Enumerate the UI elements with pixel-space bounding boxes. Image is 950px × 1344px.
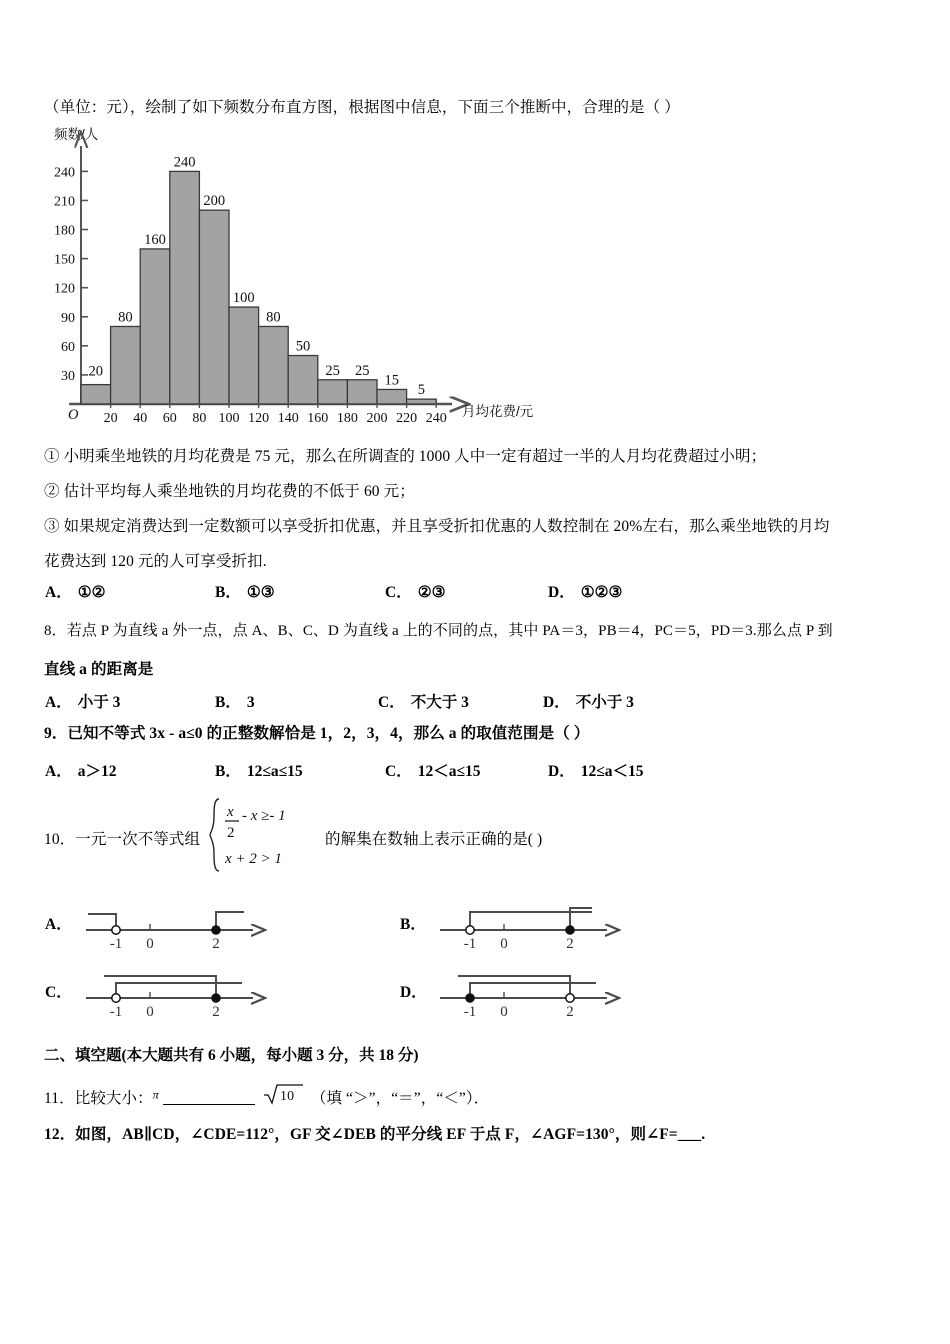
number-line-tick-label: 0 — [500, 1004, 508, 1020]
q10-option-b-numberline[interactable] — [432, 888, 622, 950]
q9-option-b-text: 12≤a≤15 — [246, 763, 303, 780]
bar-value-label: 20 — [88, 363, 104, 380]
bar-value-label: 240 — [173, 154, 196, 171]
q9-option-b-key: B． — [215, 763, 241, 780]
x-tick-label: 160 — [307, 411, 329, 426]
q10-option-c-key-label — [45, 980, 72, 1002]
x-tick-label: 20 — [103, 411, 118, 426]
left-endpoint-marker — [112, 926, 120, 934]
x-tick-label: 220 — [396, 411, 418, 426]
q10-option-d-numberline[interactable] — [432, 956, 622, 1018]
q9-option-c[interactable] — [385, 759, 480, 781]
solution-shading — [470, 908, 592, 928]
svg-text:10: 10 — [279, 1089, 295, 1104]
inequality-system-svg — [208, 797, 320, 873]
inequality-2: x + 2 > 1 — [225, 851, 282, 867]
q11-answer-blank[interactable] — [163, 1089, 255, 1105]
q9-option-d[interactable] — [548, 759, 643, 781]
q10-option-c-key: C． — [45, 984, 72, 1001]
number-line-tick-label: 0 — [146, 1004, 154, 1020]
q7-option-d-text: ①②③ — [580, 584, 623, 601]
q9-option-d-text: 12≤a＜15 — [580, 763, 644, 780]
q10-suffix: 的解集在数轴上表示正确的是( ) — [325, 831, 543, 848]
x-tick-label: 200 — [366, 411, 388, 426]
q9-option-a-key: A． — [45, 763, 72, 780]
number-line-tick-label: 0 — [146, 936, 154, 952]
right-endpoint-marker — [212, 994, 220, 1002]
x-tick-label: 140 — [277, 411, 299, 426]
fraction-denominator: 2 — [227, 825, 235, 841]
y-tick-label: 120 — [54, 281, 75, 297]
q7-option-c-key: C． — [385, 584, 412, 601]
q11-prefix: 11．比较大小： — [44, 1089, 153, 1107]
x-tick-label: 240 — [425, 411, 447, 426]
y-axis-label: 频数/人 — [54, 127, 99, 142]
number-line-tick-label: -1 — [109, 1004, 123, 1020]
q8-option-c-text: 不大于 3 — [410, 694, 469, 711]
y-tick-label: 60 — [61, 339, 75, 355]
number-line-tick-label: 2 — [566, 936, 574, 952]
q7-option-b[interactable] — [215, 580, 275, 602]
histogram-bar — [407, 399, 437, 404]
x-tick-label: 180 — [336, 411, 358, 426]
y-tick-label: 180 — [54, 223, 75, 239]
bar-value-label: 50 — [295, 338, 311, 355]
y-tick-label: 90 — [61, 310, 75, 326]
solution-shading — [458, 976, 596, 996]
q10-prefix: 10．一元一次不等式组 — [44, 831, 201, 848]
histogram-bar — [377, 389, 407, 404]
nl-d-svg — [432, 956, 622, 1018]
nl-a-svg — [78, 888, 268, 950]
nl-b-svg — [432, 888, 622, 950]
q10-option-a-key-label — [45, 912, 72, 934]
q7-option-b-key: B． — [215, 584, 241, 601]
number-line-tick-label: 2 — [212, 936, 220, 952]
origin-label: O — [68, 407, 79, 423]
q12-row: 12．如图，AB∥CD，∠CDE=112°，GF 交∠DEB 的平分线 EF 于点 F，∠AGF=130°，则∠F=___. — [44, 1126, 706, 1143]
q8-option-c-key: C． — [378, 694, 405, 711]
right-endpoint-marker — [566, 994, 574, 1002]
x-axis-ticks — [104, 404, 447, 426]
intro-line: （单位：元），绘制了如下频数分布直方图，根据图中信息，下面三个推断中，合理的是（ ） — [44, 99, 680, 116]
q7-option-a-key: A． — [45, 584, 72, 601]
q7-option-c-text: ②③ — [417, 584, 446, 601]
q8-option-d[interactable] — [543, 690, 634, 712]
bar-value-label: 80 — [118, 309, 133, 326]
bar-value-label: 5 — [417, 382, 426, 399]
histogram-bar — [81, 385, 111, 404]
solution-shading — [88, 912, 244, 928]
histogram-bars — [81, 171, 436, 404]
statement-2: ② 估计平均每人乘坐地铁的月均花费的不低于 60 元； — [44, 483, 415, 500]
q11-row — [44, 1083, 489, 1106]
number-line-tick-label: 0 — [500, 936, 508, 952]
x-tick-label: 60 — [162, 411, 177, 426]
bar-value-label: 80 — [266, 309, 281, 326]
q10-option-c-numberline[interactable] — [78, 956, 268, 1018]
x-tick-label: 120 — [248, 411, 270, 426]
y-axis-ticks — [54, 165, 88, 384]
frequency-histogram — [44, 126, 564, 426]
q10-option-b-key: B． — [400, 916, 426, 933]
q9-option-c-text: 12＜a≤15 — [417, 763, 481, 780]
bar-value-label: 160 — [144, 231, 166, 248]
q9-option-b[interactable] — [215, 759, 303, 781]
x-tick-label: 80 — [192, 411, 207, 426]
histogram-bar — [347, 380, 377, 404]
nl-c-svg — [78, 956, 268, 1018]
q10-option-d-key-label — [400, 980, 427, 1002]
x-axis-label: 月均花费/元 — [462, 404, 534, 419]
histogram-svg — [44, 126, 564, 426]
q9-line-1: 9．已知不等式 3x - a≤0 的正整数解恰是 1，2，3，4，那么 a 的取值范围是（ ） — [44, 725, 590, 742]
q7-option-a-text: ①② — [77, 584, 106, 601]
left-endpoint-marker — [466, 994, 474, 1002]
q8-option-b-key: B． — [215, 694, 241, 711]
histogram-bar — [288, 356, 318, 404]
number-line-tick-label: -1 — [463, 936, 477, 952]
q10-option-d-key: D． — [400, 984, 427, 1001]
q7-option-c[interactable] — [385, 580, 446, 602]
fraction-numerator: x — [227, 804, 234, 820]
q9-option-a[interactable] — [45, 759, 116, 781]
statement-1: ① 小明乘坐地铁的月均花费是 75 元，那么在所调查的 1000 人中一定有超过一半的人月均花费超过小明； — [44, 448, 767, 465]
histogram-bar — [199, 210, 229, 404]
statement-3-cont: 花费达到 120 元的人可享受折扣. — [44, 553, 267, 570]
q8-option-b[interactable] — [215, 690, 255, 712]
y-tick-label: 240 — [54, 165, 75, 181]
bar-value-label: 25 — [325, 362, 340, 379]
number-line-tick-label: 2 — [566, 1004, 574, 1020]
inequality-1-rest: - x ≥- 1 — [242, 808, 286, 824]
bar-value-label: 100 — [232, 290, 255, 307]
q8-line-1: 8．若点 P 为直线 a 外一点，点 A、B、C、D 为直线 a 上的不同的点，其中 PA＝3，PB＝4，PC＝5，PD＝3.那么点 P 到 — [44, 623, 833, 639]
histogram-bar — [318, 380, 348, 404]
y-tick-label: 210 — [54, 194, 75, 210]
q10-option-a-key: A． — [45, 916, 72, 933]
x-tick-label: 100 — [218, 411, 240, 426]
q8-option-a[interactable] — [45, 690, 120, 712]
right-endpoint-marker — [566, 926, 574, 934]
q7-option-a[interactable] — [45, 580, 106, 602]
bar-value-label: 25 — [354, 362, 370, 379]
q9-option-a-text: a＞12 — [77, 763, 117, 780]
q7-option-d-key: D． — [548, 584, 575, 601]
q11-suffix: （填 “＞”，“＝”，“＜”）． — [310, 1089, 490, 1107]
q9-option-c-key: C． — [385, 763, 412, 780]
y-tick-label: 150 — [54, 252, 75, 268]
statement-3: ③ 如果规定消费达到一定数额可以享受折扣优惠，并且享受折扣优惠的人数控制在 20%左右，那么乘坐地铁的月均 — [44, 518, 830, 535]
solution-shading — [104, 976, 242, 996]
bar-value-label: 15 — [384, 372, 400, 389]
q8-option-a-text: 小于 3 — [77, 694, 121, 711]
brace-icon — [210, 799, 219, 871]
q8-line-2: 直线 a 的距离是 — [44, 661, 154, 678]
left-endpoint-marker — [112, 994, 120, 1002]
q10-option-b-key-label — [400, 912, 426, 934]
q8-option-c[interactable] — [378, 690, 469, 712]
q8-option-a-key: A． — [45, 694, 72, 711]
histogram-bar — [229, 307, 259, 404]
bar-value-label: 200 — [203, 193, 226, 210]
q9-option-d-key: D． — [548, 763, 575, 780]
histogram-bar — [111, 326, 141, 404]
histogram-bar — [170, 171, 200, 404]
q7-option-d[interactable] — [548, 580, 622, 602]
q11-pi-symbol: π — [152, 1087, 159, 1102]
q10-inequality-system — [208, 797, 318, 871]
number-line-tick-label: -1 — [463, 1004, 477, 1020]
left-endpoint-marker — [466, 926, 474, 934]
q10-option-a-numberline[interactable] — [78, 888, 268, 950]
q8-option-d-key: D． — [543, 694, 570, 711]
section-2-heading: 二、填空题(本大题共有 6 小题，每小题 3 分，共 18 分) — [44, 1047, 419, 1064]
histogram-bar — [259, 326, 289, 404]
square-root-icon — [263, 1083, 305, 1105]
x-tick-label: 40 — [133, 411, 148, 426]
q11-radical — [263, 1083, 305, 1106]
q7-option-b-text: ①③ — [246, 584, 275, 601]
number-line-tick-label: -1 — [109, 936, 123, 952]
number-line-tick-label: 2 — [212, 1004, 220, 1020]
q8-option-d-text: 不小于 3 — [575, 694, 634, 711]
histogram-bar — [140, 249, 170, 404]
y-tick-label: 30 — [61, 368, 75, 384]
right-endpoint-marker — [212, 926, 220, 934]
q8-option-b-text: 3 — [246, 694, 255, 711]
